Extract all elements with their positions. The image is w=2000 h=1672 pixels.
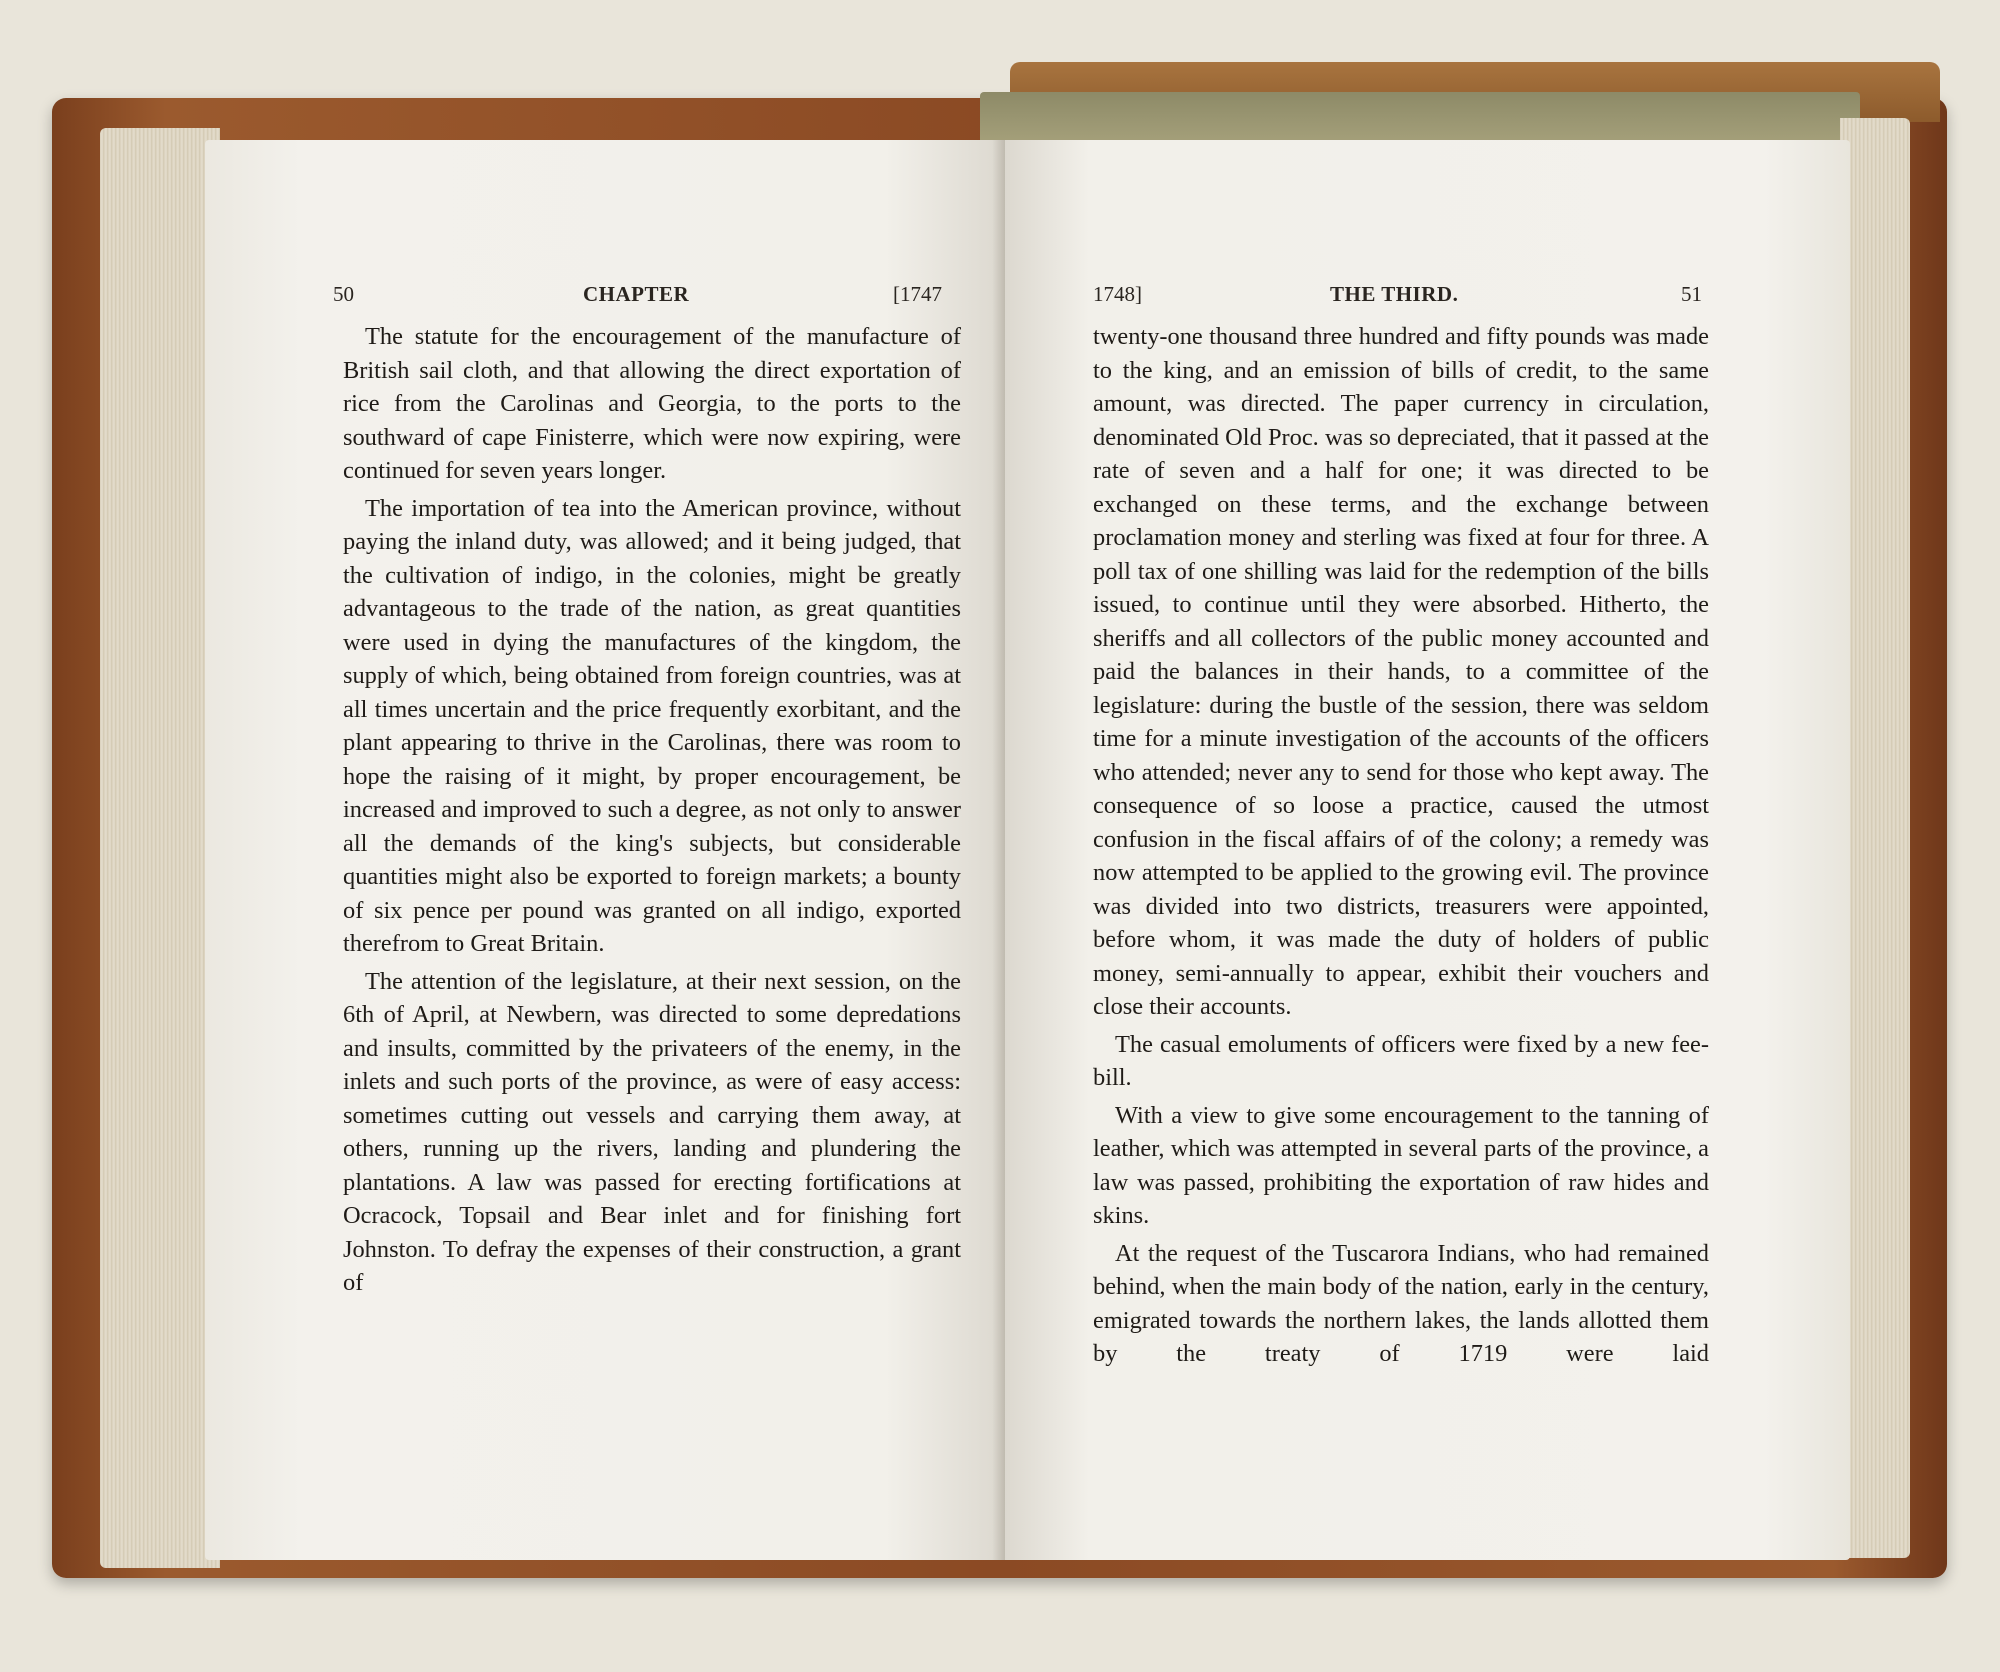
right-page [1005, 140, 1850, 1560]
paragraph: The importation of tea into the American province, without paying the inland duty, was allowed; and it being judged, that the cultivation of indigo, in the colonies, might be greatly advantageous to the trade of the nation, as great quantities were used in dying the manufactures of the kingdom, the supply of which, being obtained from foreign countries, was at all times uncertain and the price frequently exorbitant, and the plant appearing to thrive in the Carolinas, there was room to hope the raising of it might, by proper encouragement, be increased and improved to such a degree, as not only to answer all the demands of the king's subjects, but considerable quantities might also be exported to foreign markets; a bounty of six pence per pound was granted on all indigo, exported therefrom to Great Britain. [343, 494, 961, 957]
left-page-number: 50 [333, 282, 354, 306]
paragraph: The statute for the encouragement of the manufacture of British sail cloth, and that allowing the direct exportation of rice from the Carolinas and Georgia, to the ports to the southward of cape Finisterre, which were now expiring, were continued for seven years longer. [343, 323, 961, 484]
paragraph: twenty-one thousand three hundred and fifty pounds was made to the king, and an emission of bills of credit, to the same amount, was directed. The paper currency in circulation, denominated Old Proc. was so depreciated, that it passed at the rate of seven and a half for one; it was directed to be exchanged on these terms, and the exchange between proclamation money and sterling was fixed at four for three. A poll tax of one shilling was laid for the redemption of the bills issued, to continue until they were absorbed. Hitherto, the sheriffs and all collectors of the public money accounted and paid the balances in their hands, to a committee of the legislature: during the bustle of the session, there was seldom time for a minute investigation of the accounts of the officers who attended; never any to send for those who kept away. The consequence of so loose a practice, caused the utmost confusion in the fiscal affairs of of the colony; a remedy was now attempted to be applied to the growing evil. The province was divided into two districts, treasurers were appointed, before whom, it was made the duty of holders of public money, semi-annually to appear, exhibit their vouchers and close their accounts. [1093, 323, 1709, 1020]
left-running-title: CHAPTER [583, 282, 690, 306]
paragraph: The attention of the legislature, at their next session, on the 6th of April, at Newbern, was directed to some depredations and insults, committed by the privateers of the enemy, in the inlets and such ports of the province, as were of easy access: sometimes cutting out vessels and carrying them away, at others, running up the rivers, landing and plundering the plantations. A law was passed for erecting fortifications at Ocracock, Topsail and Bear inlet and for finishing fort Johnston. To defray the expenses of their construction, a grant of [343, 967, 961, 1296]
paragraph: With a view to give some encouragement to the tanning of leather, which was attempted in several parts of the province, a law was passed, prohibiting the exportation of raw hides and skins. [1093, 1101, 1709, 1229]
left-page [205, 140, 1005, 1560]
paragraph: The casual emoluments of officers were fixed by a new fee-bill. [1093, 1030, 1709, 1091]
left-page-text [343, 320, 961, 1300]
page-block-right-edge [1840, 118, 1910, 1558]
left-page-year: [1747 [893, 282, 942, 306]
right-running-title: THE THIRD. [1330, 282, 1459, 306]
right-running-head [1005, 282, 1850, 312]
right-page-text [1093, 320, 1709, 1371]
paragraph: At the request of the Tuscarora Indians, who had remained behind, when the main body of the nation, early in the century, emigrated towards the northern lakes, the lands allotted them by the treaty of 1719 were laid [1093, 1239, 1709, 1367]
left-running-head [205, 282, 1005, 312]
right-page-number: 51 [1681, 282, 1702, 306]
page-block-left-edge [100, 128, 220, 1568]
right-page-year: 1748] [1093, 282, 1142, 306]
